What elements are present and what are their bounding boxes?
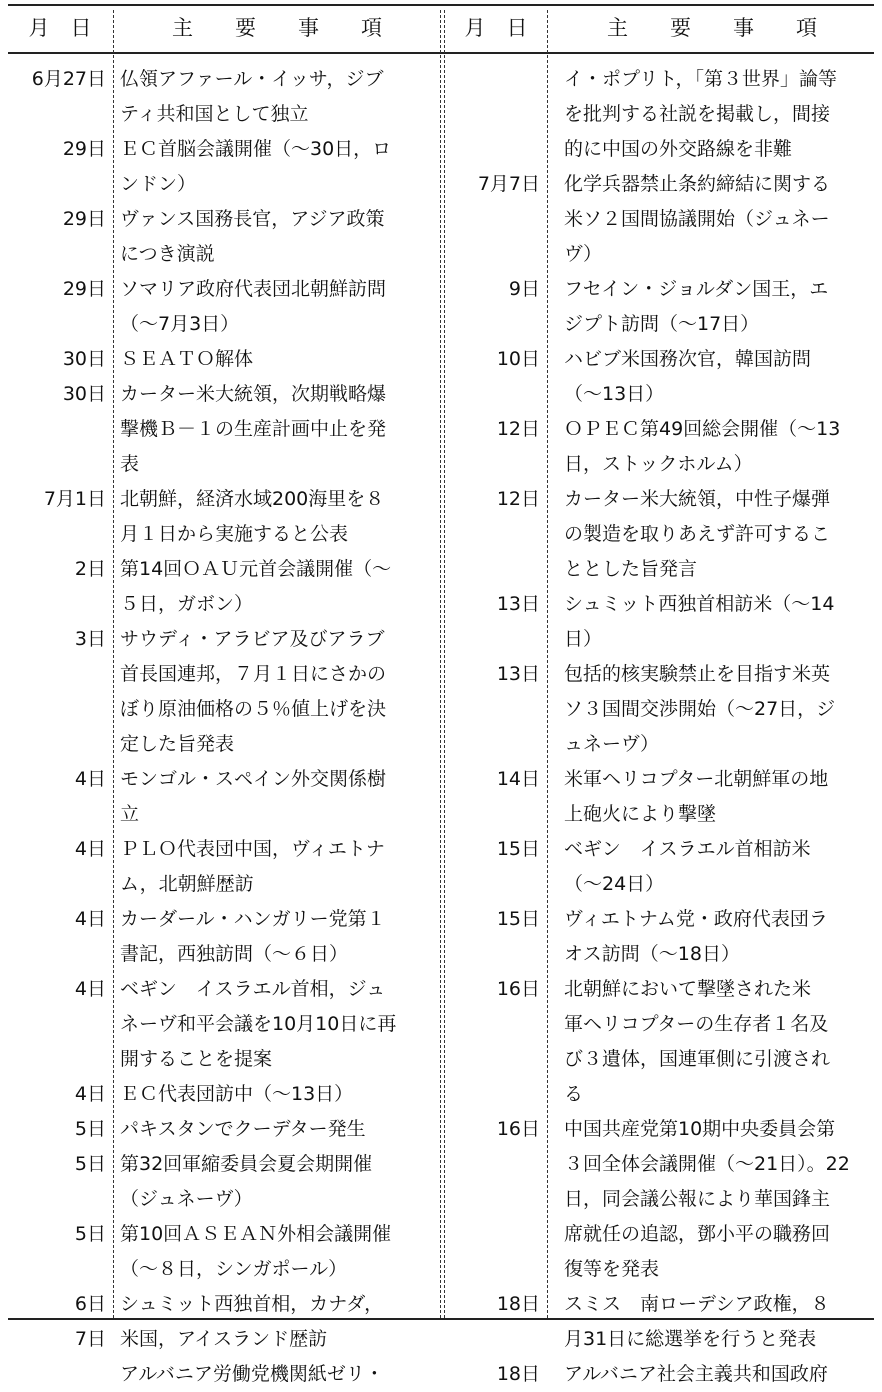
left-date-header: 月 日 <box>28 16 92 40</box>
entry-date: 13日 <box>496 663 540 685</box>
list-item <box>4 1357 420 1392</box>
entry-text: ＥＣ首脳会議開催（～30日，ロ ンドン） <box>120 138 392 195</box>
left-column <box>4 62 420 1392</box>
entry-date: 7月7日 <box>477 173 540 195</box>
entry-text: スミス 南ローデシア政権，８ 月31日に総選挙を行うと発表 <box>564 1293 830 1350</box>
list-item <box>436 272 858 342</box>
list-item <box>436 482 858 587</box>
list-item <box>4 272 420 342</box>
entry-date: 9日 <box>508 278 540 300</box>
entry-date: 15日 <box>496 838 540 860</box>
entry-date: 4日 <box>74 1083 106 1105</box>
list-item <box>4 377 420 482</box>
entry-date: 7日 <box>74 1328 106 1350</box>
entry-text: ベギン イスラエル首相，ジュ ネーヴ和平会議を10月10日に再 開することを提案 <box>120 978 397 1070</box>
entry-date: 5日 <box>74 1118 106 1140</box>
entry-text: 第10回ＡＳＥＡＮ外相会議開催 （～８日，シンガポール） <box>120 1223 392 1280</box>
list-item <box>4 972 420 1077</box>
entry-date: 6日 <box>74 1293 106 1315</box>
entry-text: 包括的核実験禁止を目指す米英 ソ３国間交渉開始（～27日，ジ ュネーヴ） <box>564 663 836 755</box>
list-item <box>4 1112 420 1147</box>
entry-date: 3日 <box>74 628 106 650</box>
entry-date: 12日 <box>496 488 540 510</box>
entry-date: 29日 <box>62 278 106 300</box>
entry-date: 5日 <box>74 1223 106 1245</box>
list-item <box>4 1322 420 1357</box>
entry-text: 第14回ＯＡＵ元首会議開催（～ ５日，ガボン） <box>120 558 392 615</box>
entry-text: シュミット西独首相，カナダ， <box>120 1293 384 1315</box>
entry-date: 4日 <box>74 768 106 790</box>
entry-text: ソマリア政府代表団北朝鮮訪問 （～7月3日） <box>120 278 387 335</box>
entry-text: ＯＰＥＣ第49回総会開催（～13 日，ストックホルム） <box>564 418 841 475</box>
list-item <box>4 1287 420 1322</box>
entry-text: 北朝鮮において撃墜された米 軍ヘリコプターの生存者１名及 び３遺体，国連軍側に引渡され る <box>564 978 831 1105</box>
header-rule <box>8 52 874 54</box>
list-item <box>436 1112 858 1287</box>
list-item <box>4 762 420 832</box>
entry-text: ベギン イスラエル首相訪米 （～24日） <box>564 838 811 895</box>
entry-text: ヴィエトナム党・政府代表団ラ オス訪問（～18日） <box>564 908 828 965</box>
list-item <box>4 482 420 552</box>
list-item <box>4 552 420 622</box>
list-item <box>4 62 420 132</box>
entry-text: ＰＬＯ代表団中国，ヴィエトナ ム，北朝鮮歴訪 <box>120 838 385 895</box>
entry-date: 14日 <box>496 768 540 790</box>
left-item-header: 主 要 事 項 <box>172 16 382 40</box>
entry-date: 10日 <box>496 348 540 370</box>
list-item <box>436 902 858 972</box>
entry-date <box>436 62 548 97</box>
list-item <box>436 62 858 167</box>
entry-text: モンゴル・スペイン外交関係樹 立 <box>120 768 387 825</box>
entry-date: 30日 <box>62 348 106 370</box>
list-item <box>4 1217 420 1287</box>
entry-text: パキスタンでクーデター発生 <box>120 1118 366 1140</box>
entry-text: ヴァンス国務長官，アジア政策 につき演説 <box>120 208 385 265</box>
top-rule <box>8 4 874 6</box>
entry-date: 18日 <box>496 1363 540 1385</box>
entry-date: 12日 <box>496 418 540 440</box>
list-item <box>436 762 858 832</box>
entry-text: 中国共産党第10期中央委員会第 ３回全体会議開催（～21日）。22 日，同会議公報により華国鋒主 席就任の追認，鄧小平の職務回 復等を発表 <box>564 1118 850 1280</box>
list-item <box>436 972 858 1112</box>
entry-text: シュミット西独首相訪米（～14 日） <box>564 593 835 650</box>
entry-date: 18日 <box>496 1293 540 1315</box>
entry-text: カーター米大統領，次期戦略爆 撃機Ｂ－１の生産計画中止を発 表 <box>120 383 387 475</box>
right-item-header: 主 要 事 項 <box>607 16 817 40</box>
entry-date: 30日 <box>62 383 106 405</box>
entry-date: 6月27日 <box>31 68 106 90</box>
entry-text: アルバニア社会主義共和国政府 <box>564 1363 828 1385</box>
entry-date: 29日 <box>62 138 106 160</box>
entry-text: イ・ポプリト，「第３世界」論等 を批判する社説を掲載し，間接 的に中国の外交路線を非難 <box>564 68 838 160</box>
entry-date: 2日 <box>74 558 106 580</box>
entry-date: 5日 <box>74 1153 106 1175</box>
list-item <box>4 1077 420 1112</box>
entry-text: ＥＣ代表団訪中（～13日） <box>120 1083 354 1105</box>
entry-text: 米軍ヘリコプター北朝鮮軍の地 上砲火により撃墜 <box>564 768 829 825</box>
entry-date: 7月1日 <box>43 488 106 510</box>
right-date-header: 月 日 <box>464 16 528 40</box>
entry-text: 第32回軍縮委員会夏会期開催 （ジュネーヴ） <box>120 1153 373 1210</box>
list-item <box>4 832 420 902</box>
entry-date: 16日 <box>496 1118 540 1140</box>
list-item <box>4 902 420 972</box>
list-item <box>436 342 858 412</box>
list-item <box>436 587 858 657</box>
entry-text: 米国，アイスランド歴訪 <box>120 1328 328 1350</box>
list-item <box>436 167 858 272</box>
entry-date: 13日 <box>496 593 540 615</box>
list-item <box>4 622 420 762</box>
right-column <box>436 62 858 1392</box>
list-item <box>4 1147 420 1217</box>
entry-text: ＳＥＡＴＯ解体 <box>120 348 254 370</box>
entry-text: ハビブ米国務次官，韓国訪問 （～13日） <box>564 348 812 405</box>
entry-date: 4日 <box>74 908 106 930</box>
list-item <box>436 412 858 482</box>
entry-date: 4日 <box>74 838 106 860</box>
entry-date: 4日 <box>74 978 106 1000</box>
list-item <box>436 832 858 902</box>
entry-text: サウディ・アラビア及びアラブ 首長国連邦，７月１日にさかの ぼり原油価格の５％値上げを決 定した旨発表 <box>120 628 387 755</box>
entry-text: 北朝鮮，経済水域200海里を８ 月１日から実施すると公表 <box>120 488 385 545</box>
list-item <box>4 202 420 272</box>
entry-date: 29日 <box>62 208 106 230</box>
entry-text: アルバニア労働党機関紙ゼリ・ <box>120 1363 384 1385</box>
entry-text: 仏領アファール・イッサ，ジブ ティ共和国として独立 <box>120 68 384 125</box>
entry-date: 16日 <box>496 978 540 1000</box>
entry-date <box>4 1357 110 1392</box>
list-item <box>436 1287 858 1357</box>
entry-date: 15日 <box>496 908 540 930</box>
list-item <box>436 657 858 762</box>
entry-text: フセイン・ジョルダン国王，エ ジプト訪問（～17日） <box>564 278 829 335</box>
entry-text: カーター米大統領，中性子爆弾 の製造を取りあえず許可するこ ととした旨発言 <box>564 488 831 580</box>
list-item <box>4 342 420 377</box>
list-item <box>436 1357 858 1392</box>
entry-text: カーダール・ハンガリー党第１ 書記，西独訪問（～６日） <box>120 908 386 965</box>
entry-text: 化学兵器禁止条約締結に関する 米ソ２国間協議開始（ジュネー ヴ） <box>564 173 831 265</box>
list-item <box>4 132 420 202</box>
